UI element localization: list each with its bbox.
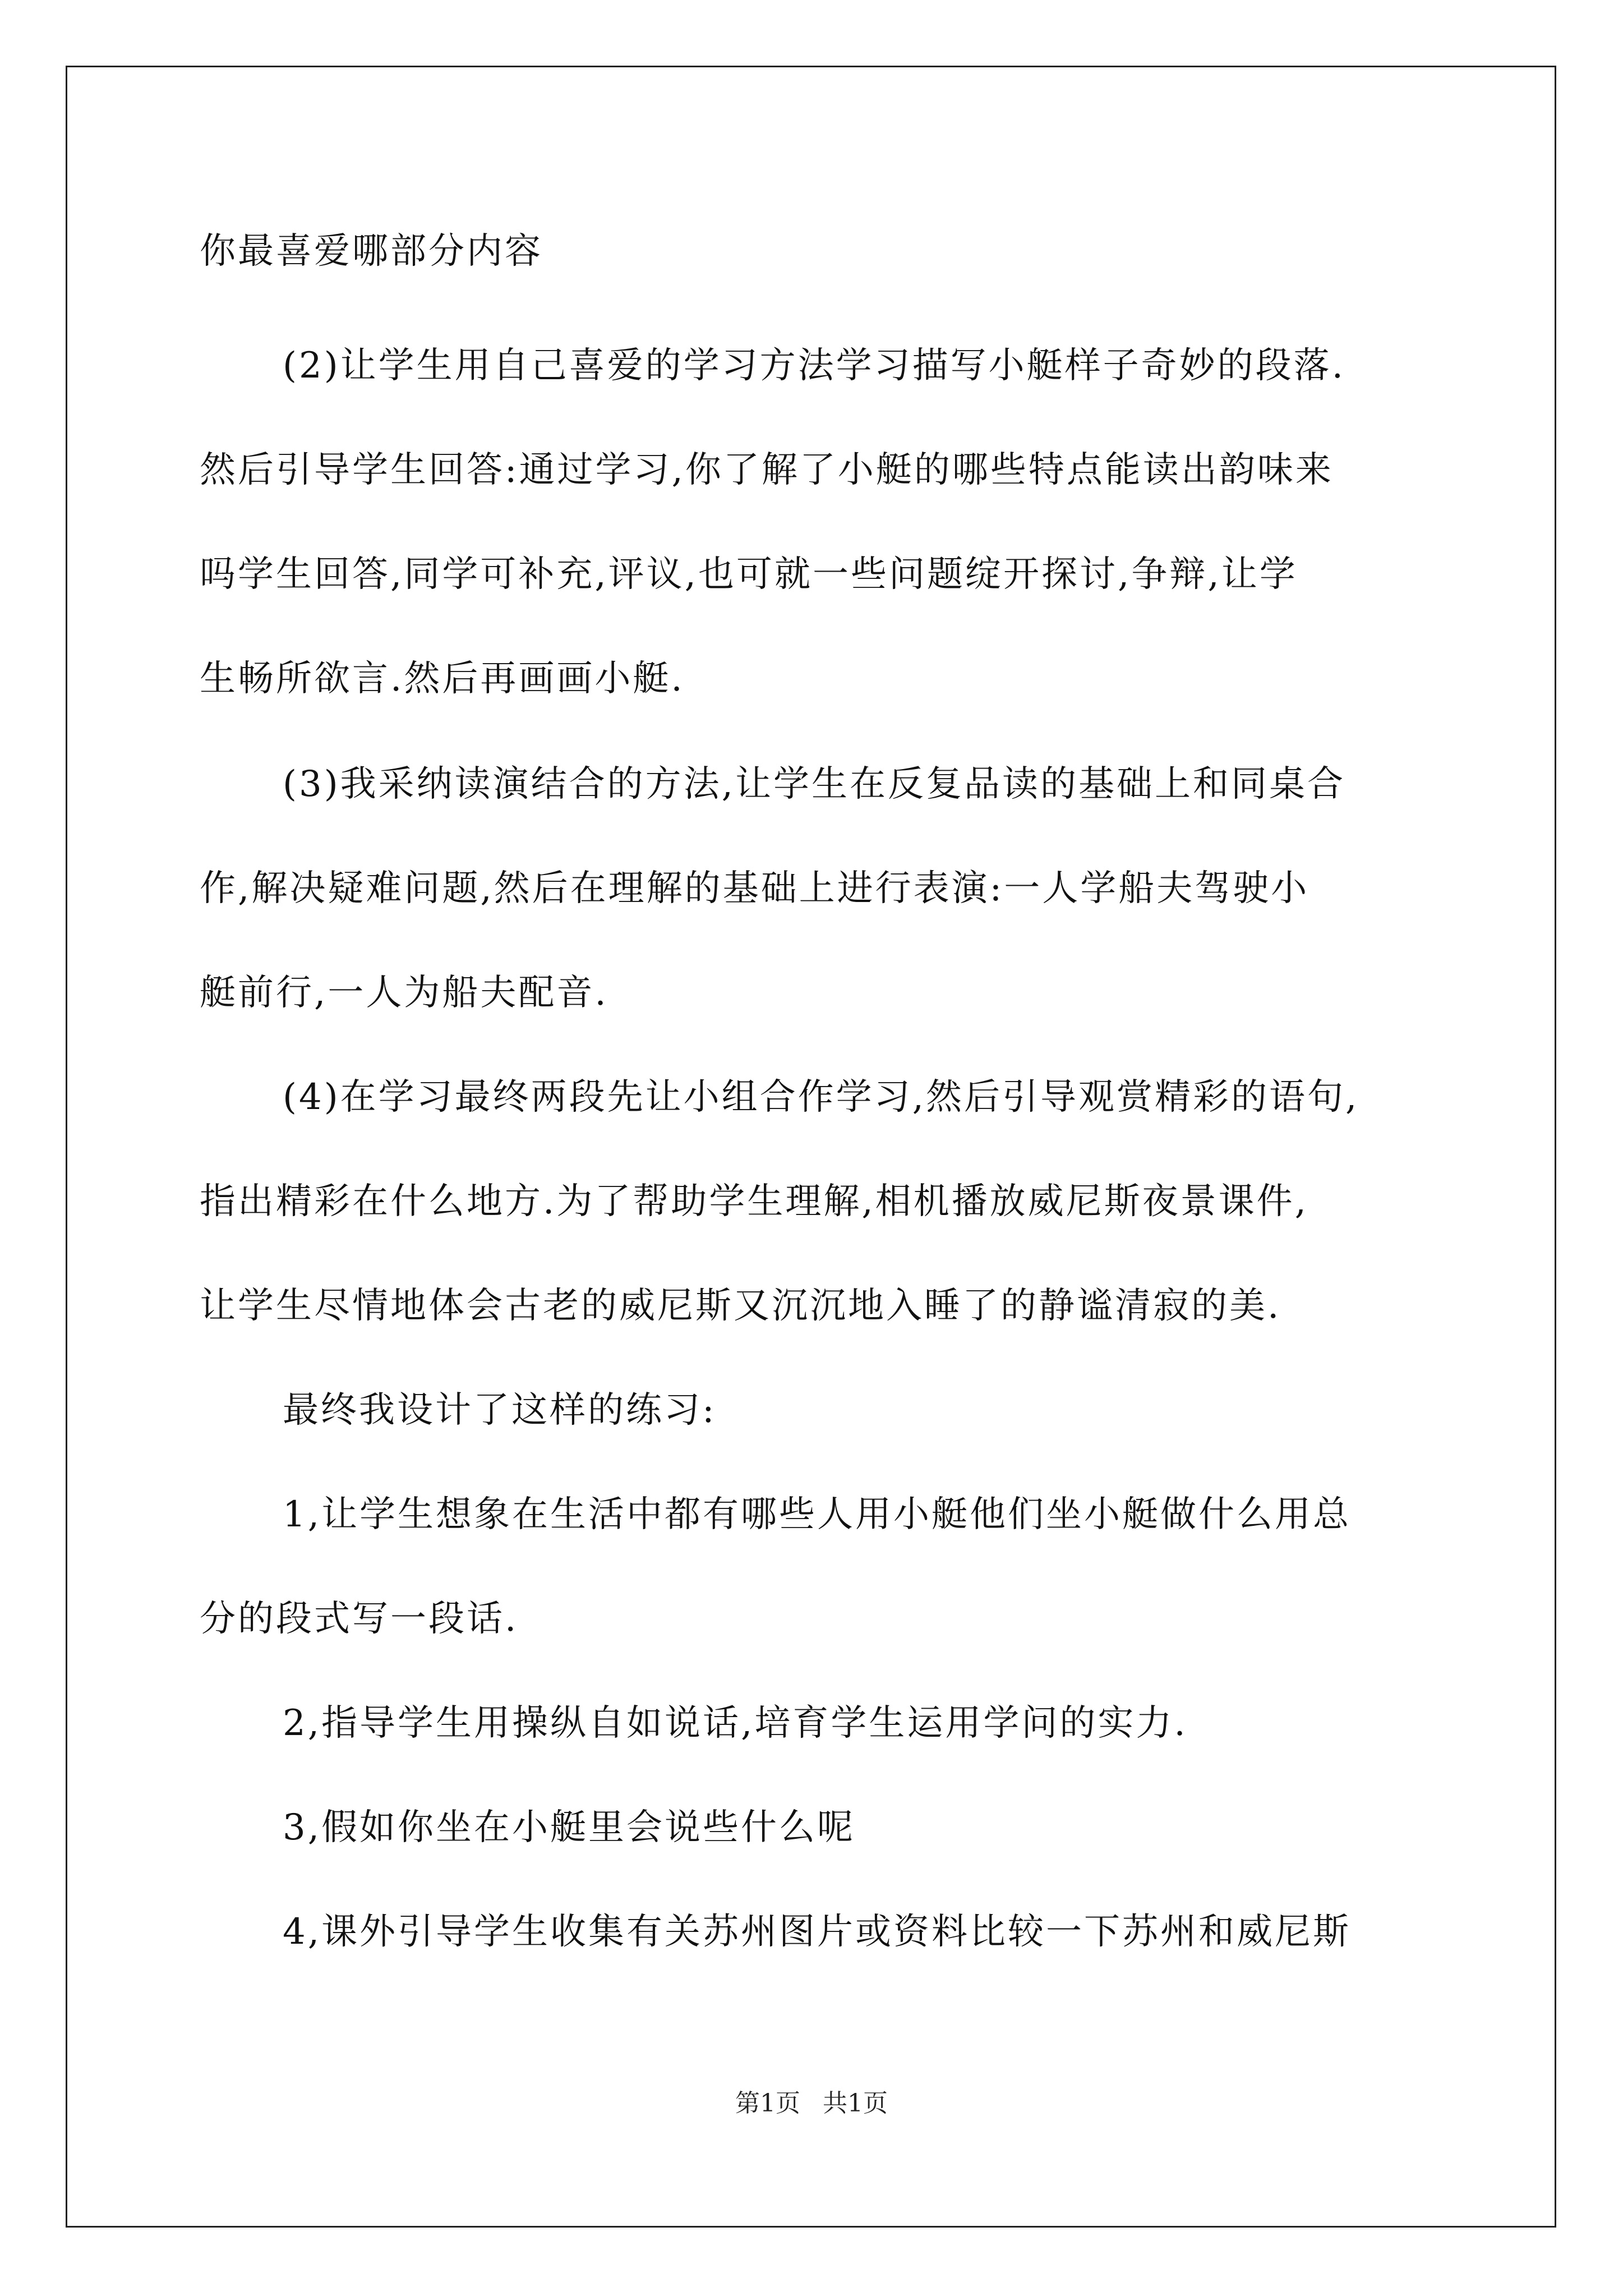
text-line: 指出精彩在什么地方.为了帮助学生理解,相机播放威尼斯夜景课件, [200, 1181, 1309, 1222]
text-line: 吗学生回答,同学可补充,评议,也可就一些问题绽开探讨,争辩,让学 [200, 554, 1298, 595]
page-border [66, 66, 1556, 2228]
page-footer [0, 2087, 1623, 2120]
text-line: 让学生尽情地体会古老的威尼斯又沉沉地入睡了的静谧清寂的美. [200, 1285, 1281, 1327]
text-line: (4)在学习最终两段先让小组合作学习,然后引导观赏精彩的语句, [283, 1076, 1359, 1118]
text-line: 4,课外引导学生收集有关苏州图片或资料比较一下苏州和威尼斯 [283, 1911, 1352, 1953]
text-line: 分的段式写一段话. [200, 1598, 519, 1640]
text-line: 1,让学生想象在生活中都有哪些人用小艇他们坐小艇做什么用总 [283, 1494, 1352, 1535]
text-line: 然后引导学生回答:通过学习,你了解了小艇的哪些特点能读出韵味来 [200, 449, 1334, 491]
text-line: (3)我采纳读演结合的方法,让学生在反复品读的基础上和同桌合 [283, 763, 1345, 805]
text-line: 作,解决疑难问题,然后在理解的基础上进行表演:一人学船夫驾驶小 [200, 868, 1310, 909]
page-number: 第1页 [735, 2089, 800, 2118]
text-line: 你最喜爱哪部分内容 [200, 231, 543, 272]
text-line: (2)让学生用自己喜爱的学习方法学习描写小艇样子奇妙的段落. [283, 345, 1345, 386]
text-line: 2,指导学生用操纵自如说话,培育学生运用学问的实力. [283, 1703, 1188, 1744]
text-line: 最终我设计了这样的练习: [283, 1389, 717, 1431]
text-line: 艇前行,一人为船夫配音. [200, 972, 608, 1014]
text-line: 生畅所欲言.然后再画画小艇. [200, 658, 685, 700]
page-total: 共1页 [823, 2089, 888, 2118]
text-line: 3,假如你坐在小艇里会说些什么呢 [283, 1807, 856, 1848]
